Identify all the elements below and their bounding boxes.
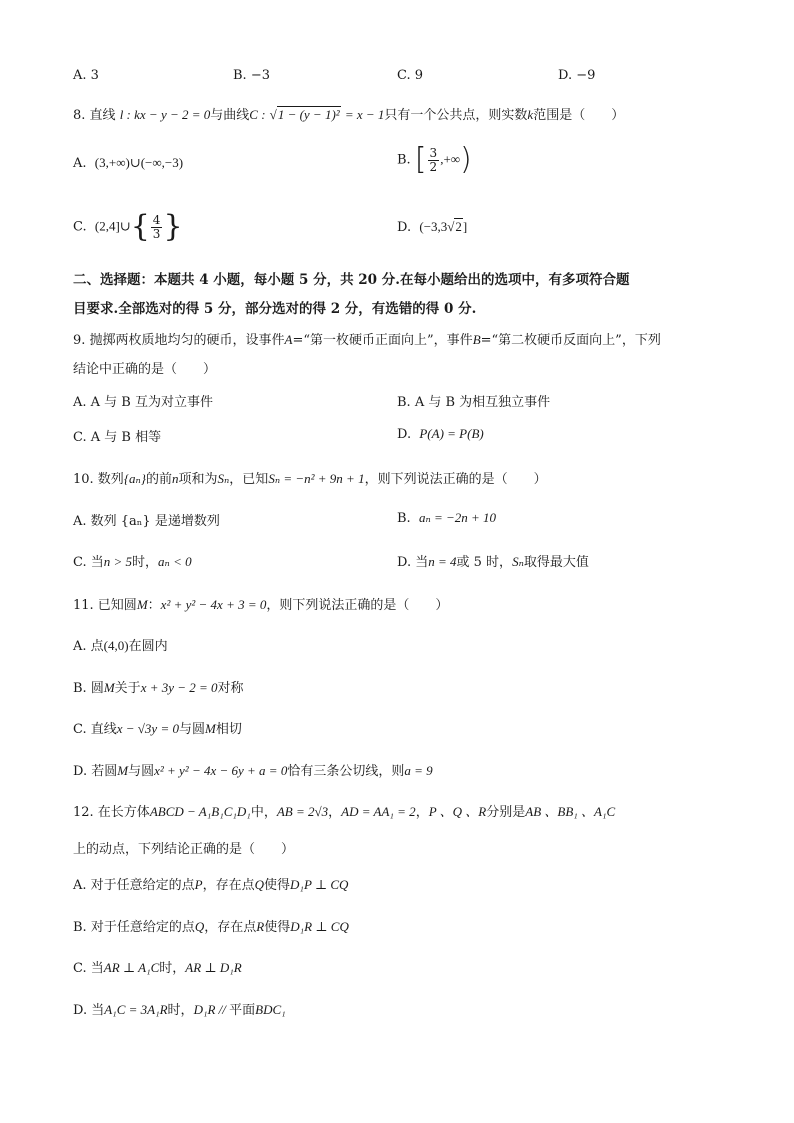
q8-option-d: D. (−3,3√2]	[397, 219, 468, 235]
q10-option-c: C. 当n > 5时，aₙ < 0	[73, 554, 192, 570]
q10-option-a: A. 数列 {aₙ} 是递增数列	[73, 514, 220, 529]
q9-option-a: A. A 与 B 互为对立事件	[73, 395, 213, 410]
q11-option-d: D. 若圆M与圆x² + y² − 4x − 6y + a = 0恰有三条公切线，则a = 9	[73, 763, 433, 779]
q7-option-b: B. −3	[233, 68, 270, 83]
q12-stem-line2: 上的动点，下列结论正确的是（ ）	[73, 842, 295, 857]
q8-text-tail: 只有一个公共点，则实数	[384, 108, 528, 123]
q11-option-a: A. 点(4,0)在圆内	[73, 638, 168, 654]
q8-text: 与曲线	[210, 108, 250, 123]
q11-option-b: B. 圆M关于x + 3y − 2 = 0对称	[73, 680, 244, 696]
q8-curve-radicand: 1 − (y − 1)²	[277, 107, 340, 122]
q8-option-c: C. (2,4]∪{ $\frac{4}{3}$ }	[73, 209, 183, 244]
section2-heading-line2: 目要求.全部选对的得 5 分，部分选对的得 2 分，有选错的得 0 分.	[73, 301, 477, 317]
q8-stem: 8. 直线 l : kx − y − 2 = 0与曲线C : √1 − (y − 1)² = x − 1只有一个公共点，则实数k范围是（ ）	[73, 107, 625, 123]
q9-stem-line2: 结论中正确的是（ ）	[73, 362, 217, 377]
q9-option-b: B. A 与 B 为相互独立事件	[397, 395, 551, 410]
q10-stem: 10. 数列{aₙ}的前n项和为Sₙ，已知Sₙ = −n² + 9n + 1，则下列说法正确的是（ ）	[73, 471, 547, 487]
q12-option-b: B. 对于任意给定的点Q，存在点R使得D₁R ⊥ CQ	[73, 919, 349, 935]
q8-option-a-interval: (3,+∞)∪(−∞,−3)	[94, 155, 184, 170]
q8-line-equation: l : kx − y − 2 = 0	[119, 107, 211, 122]
q8-end: 范围是（ ）	[533, 108, 625, 123]
q7-option-d: D. −9	[558, 68, 596, 83]
q11-option-c: C. 直线x − √3y = 0与圆M相切	[73, 721, 242, 737]
q8-option-b: B. [ $\frac{3}{2}$ ,+∞)	[397, 142, 472, 177]
q8-k: k	[527, 107, 534, 122]
q8-number: 8. 直线	[73, 108, 116, 123]
q8-option-a: A. (3,+∞)∪(−∞,−3)	[73, 155, 184, 171]
q12-option-c: C. 当AR ⊥ A₁C时，AR ⊥ D₁R	[73, 960, 242, 976]
q9-stem-line1: 9. 抛掷两枚质地均匀的硬币，设事件A=“第一枚硬币正面向上”，事件B=“第二枚硬币反面向上”，下列	[73, 332, 661, 348]
q7-option-c: C. 9	[397, 68, 424, 83]
q9-option-c: C. A 与 B 相等	[73, 430, 162, 445]
q12-option-a: A. 对于任意给定的点P，存在点Q使得D₁P ⊥ CQ	[73, 877, 349, 893]
q7-option-a: A. 3	[73, 68, 99, 83]
q12-stem-line1: 12. 在长方体ABCD − A₁B₁C₁D₁中，AB = 2√3，AD = AA₁ = 2，P 、Q 、R分别是AB 、BB₁ 、A₁C	[73, 804, 616, 820]
section2-heading-line1: 二、选择题：本题共 4 小题，每小题 5 分，共 20 分.在每小题给出的选项中，有多项符合题	[73, 272, 630, 288]
q12-option-d: D. 当A₁C = 3A₁R时，D₁R // 平面BDC₁	[73, 1002, 286, 1018]
q11-stem: 11. 已知圆M：x² + y² − 4x + 3 = 0，则下列说法正确的是（ ）	[73, 597, 449, 613]
q9-option-d: D. P(A) = P(B)	[397, 426, 484, 442]
q10-option-b: B. aₙ = −2n + 10	[397, 510, 497, 526]
q10-option-d: D. 当n = 4或 5 时，Sₙ取得最大值	[397, 554, 589, 570]
q8-curve-label: C :	[249, 107, 266, 122]
q8-curve-rhs: = x − 1	[344, 107, 385, 122]
